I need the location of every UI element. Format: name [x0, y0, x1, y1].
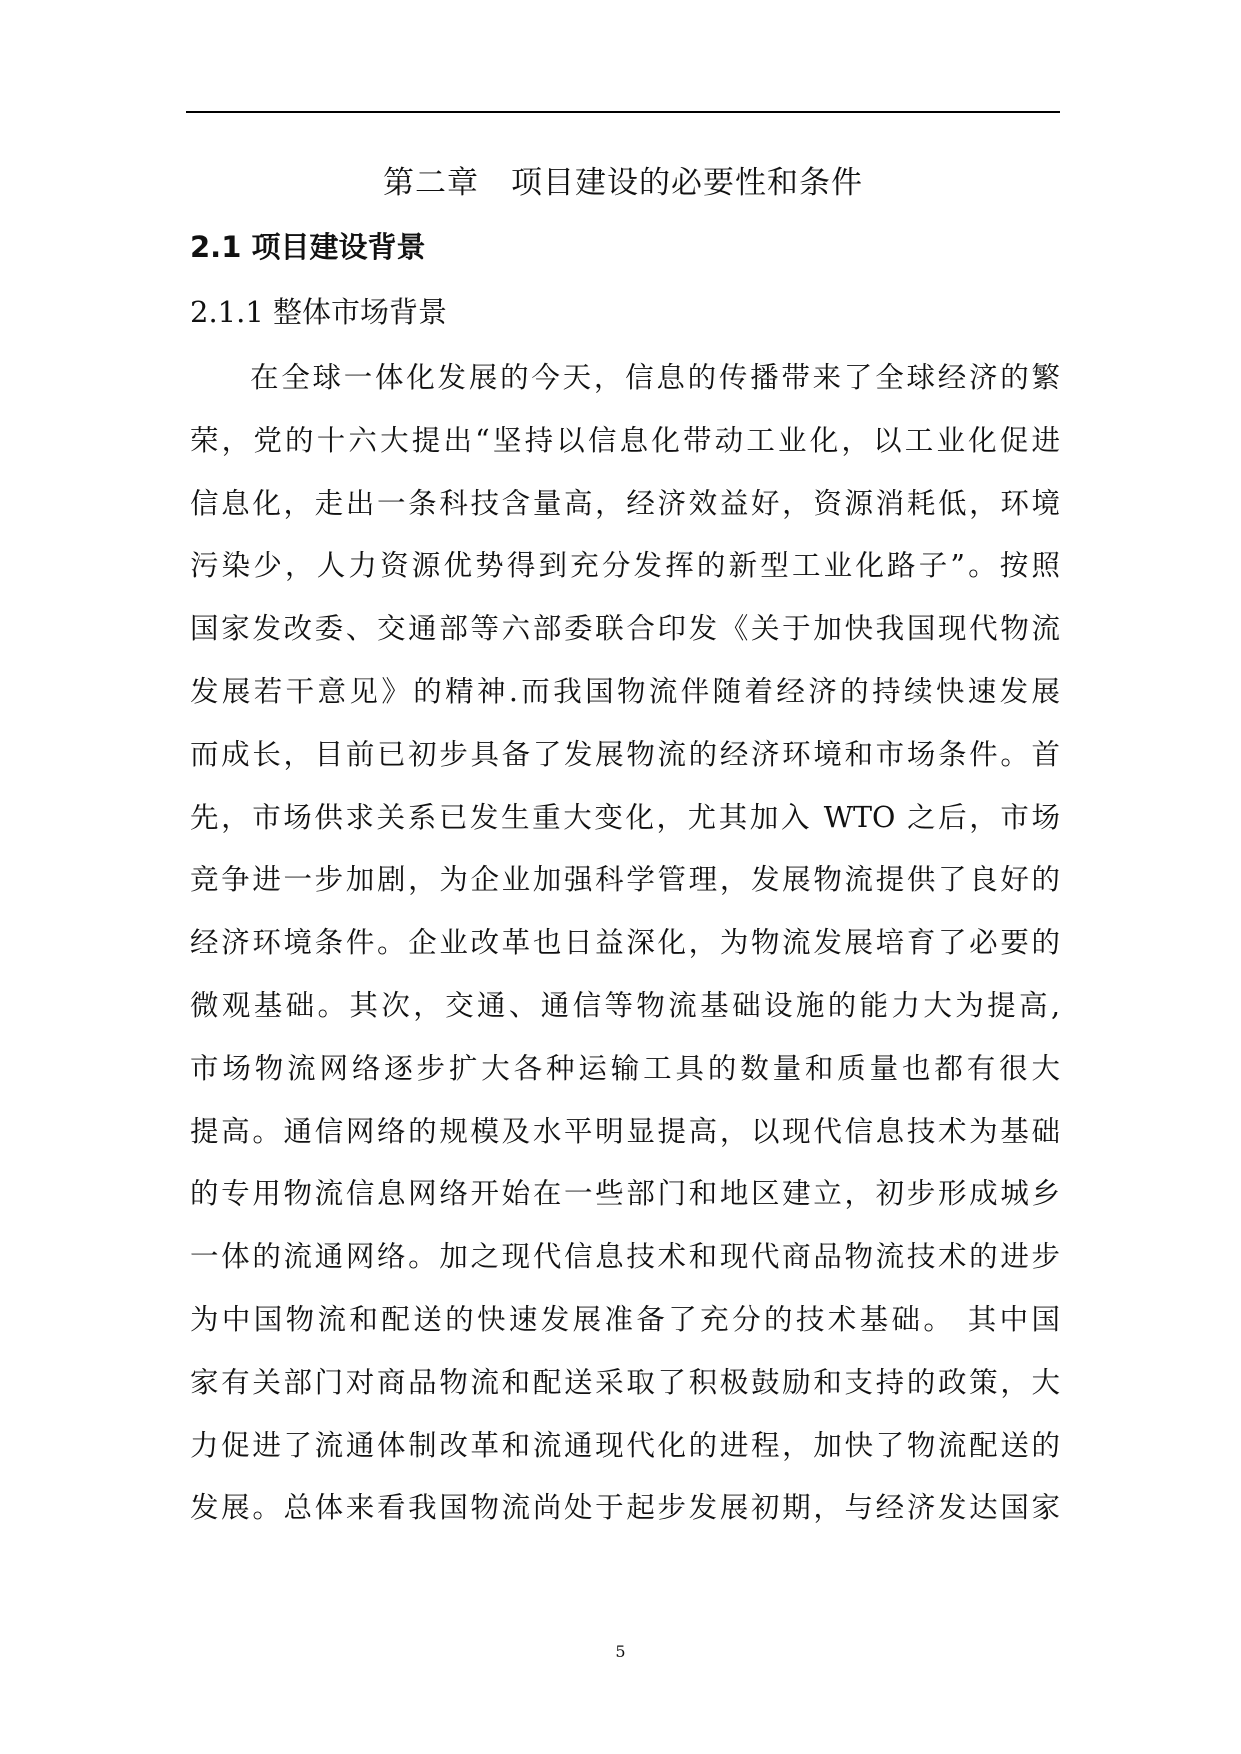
body-line: 经济环境条件。企业改革也日益深化，为物流发展培育了必要的 — [190, 926, 1060, 960]
header-rule — [186, 111, 1060, 113]
body-line: 在全球一体化发展的今天，信息的传播带来了全球经济的繁 — [250, 361, 1060, 394]
body-line: 信息化，走出一条科技含量高，经济效益好，资源消耗低，环境 — [190, 486, 1060, 520]
body-line: 发展若干意见》的精神.而我国物流伴随着经济的持续快速发展 — [190, 674, 1060, 708]
body-line: 污染少，人力资源优势得到充分发挥的新型工业化路子”。按照 — [190, 549, 1060, 583]
body-line: 微观基础。其次，交通、通信等物流基础设施的能力大为提高, — [190, 988, 1060, 1022]
chapter-title: 第二章 项目建设的必要性和条件 — [383, 165, 863, 201]
body-line: 为中国物流和配送的快速发展准备了充分的技术基础。 其中国 — [190, 1302, 1060, 1336]
body-line: 而成长，目前已初步具备了发展物流的经济环境和市场条件。首 — [190, 737, 1060, 771]
body-line: 国家发改委、交通部等六部委联合印发《关于加快我国现代物流 — [190, 612, 1060, 646]
body-line: 荣，党的十六大提出“坚持以信息化带动工业化，以工业化促进 — [190, 423, 1060, 457]
body-line: 发展。总体来看我国物流尚处于起步发展初期，与经济发达国家 — [190, 1491, 1060, 1525]
body-line: 先，市场供求关系已发生重大变化，尤其加入 WTO 之后，市场 — [190, 800, 1060, 834]
body-line: 家有关部门对商品物流和配送采取了积极鼓励和支持的政策，大 — [190, 1365, 1060, 1399]
subsection-heading: 2.1.1 整体市场背景 — [190, 295, 448, 329]
section-heading: 2.1 项目建设背景 — [190, 230, 426, 264]
page-number: 5 — [615, 1642, 626, 1661]
body-line: 提高。通信网络的规模及水平明显提高，以现代信息技术为基础 — [190, 1114, 1060, 1148]
body-line: 市场物流网络逐步扩大各种运输工具的数量和质量也都有很大 — [190, 1051, 1060, 1085]
body-line: 力促进了流通体制改革和流通现代化的进程，加快了物流配送的 — [190, 1428, 1060, 1462]
body-paragraph — [190, 353, 1060, 1546]
body-line: 竞争进一步加剧，为企业加强科学管理，发展物流提供了良好的 — [190, 863, 1060, 897]
body-line: 的专用物流信息网络开始在一些部门和地区建立，初步形成城乡 — [190, 1177, 1060, 1211]
body-line: 一体的流通网络。加之现代信息技术和现代商品物流技术的进步 — [190, 1240, 1060, 1274]
